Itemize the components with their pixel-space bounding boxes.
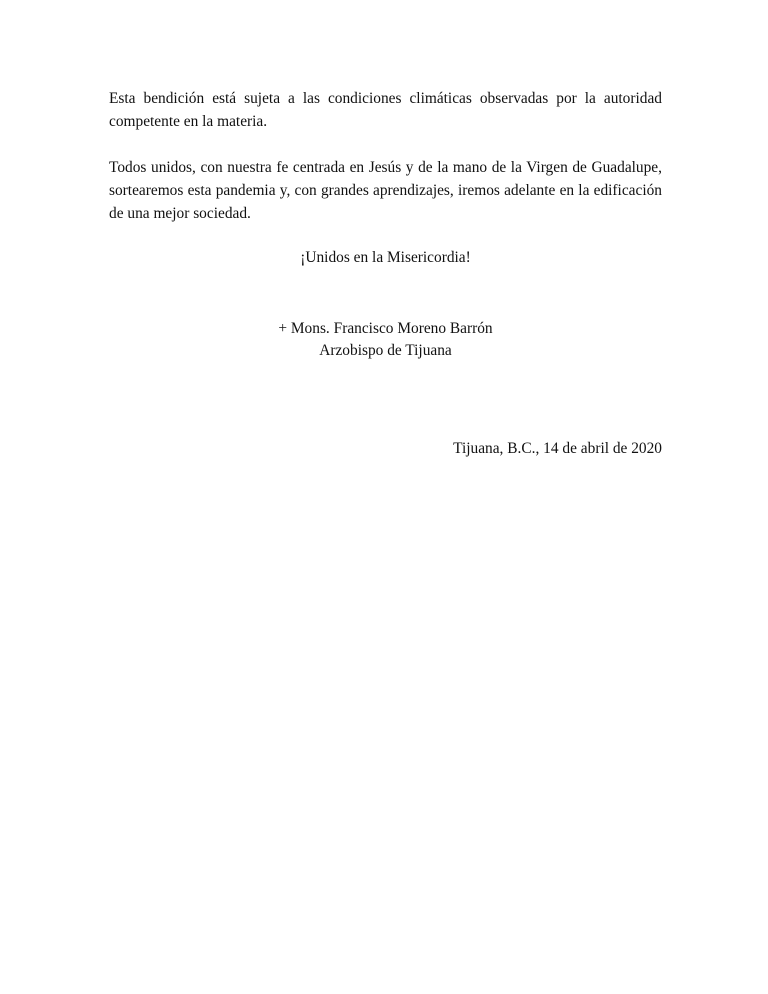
document-body [109, 87, 662, 225]
paragraph-closing-message: Todos unidos, con nuestra fe centrada en Jesús y de la mano de la Virgen de Guadalupe, sortearemos esta pandemia y, con grandes aprendizajes, iremos adelante en la edificación de una mejor sociedad. [109, 159, 662, 222]
signatory-title: Arzobispo de Tijuana [319, 342, 452, 359]
paragraph-weather-condition: Esta bendición está sujeta a las condiciones climáticas observadas por la autoridad competente en la materia. [109, 90, 662, 130]
place-and-date: Tijuana, B.C., 14 de abril de 2020 [453, 440, 662, 457]
signatory-name: + Mons. Francisco Moreno Barrón [278, 320, 493, 337]
motto: ¡Unidos en la Misericordia! [300, 249, 471, 266]
signature-block [109, 318, 662, 362]
